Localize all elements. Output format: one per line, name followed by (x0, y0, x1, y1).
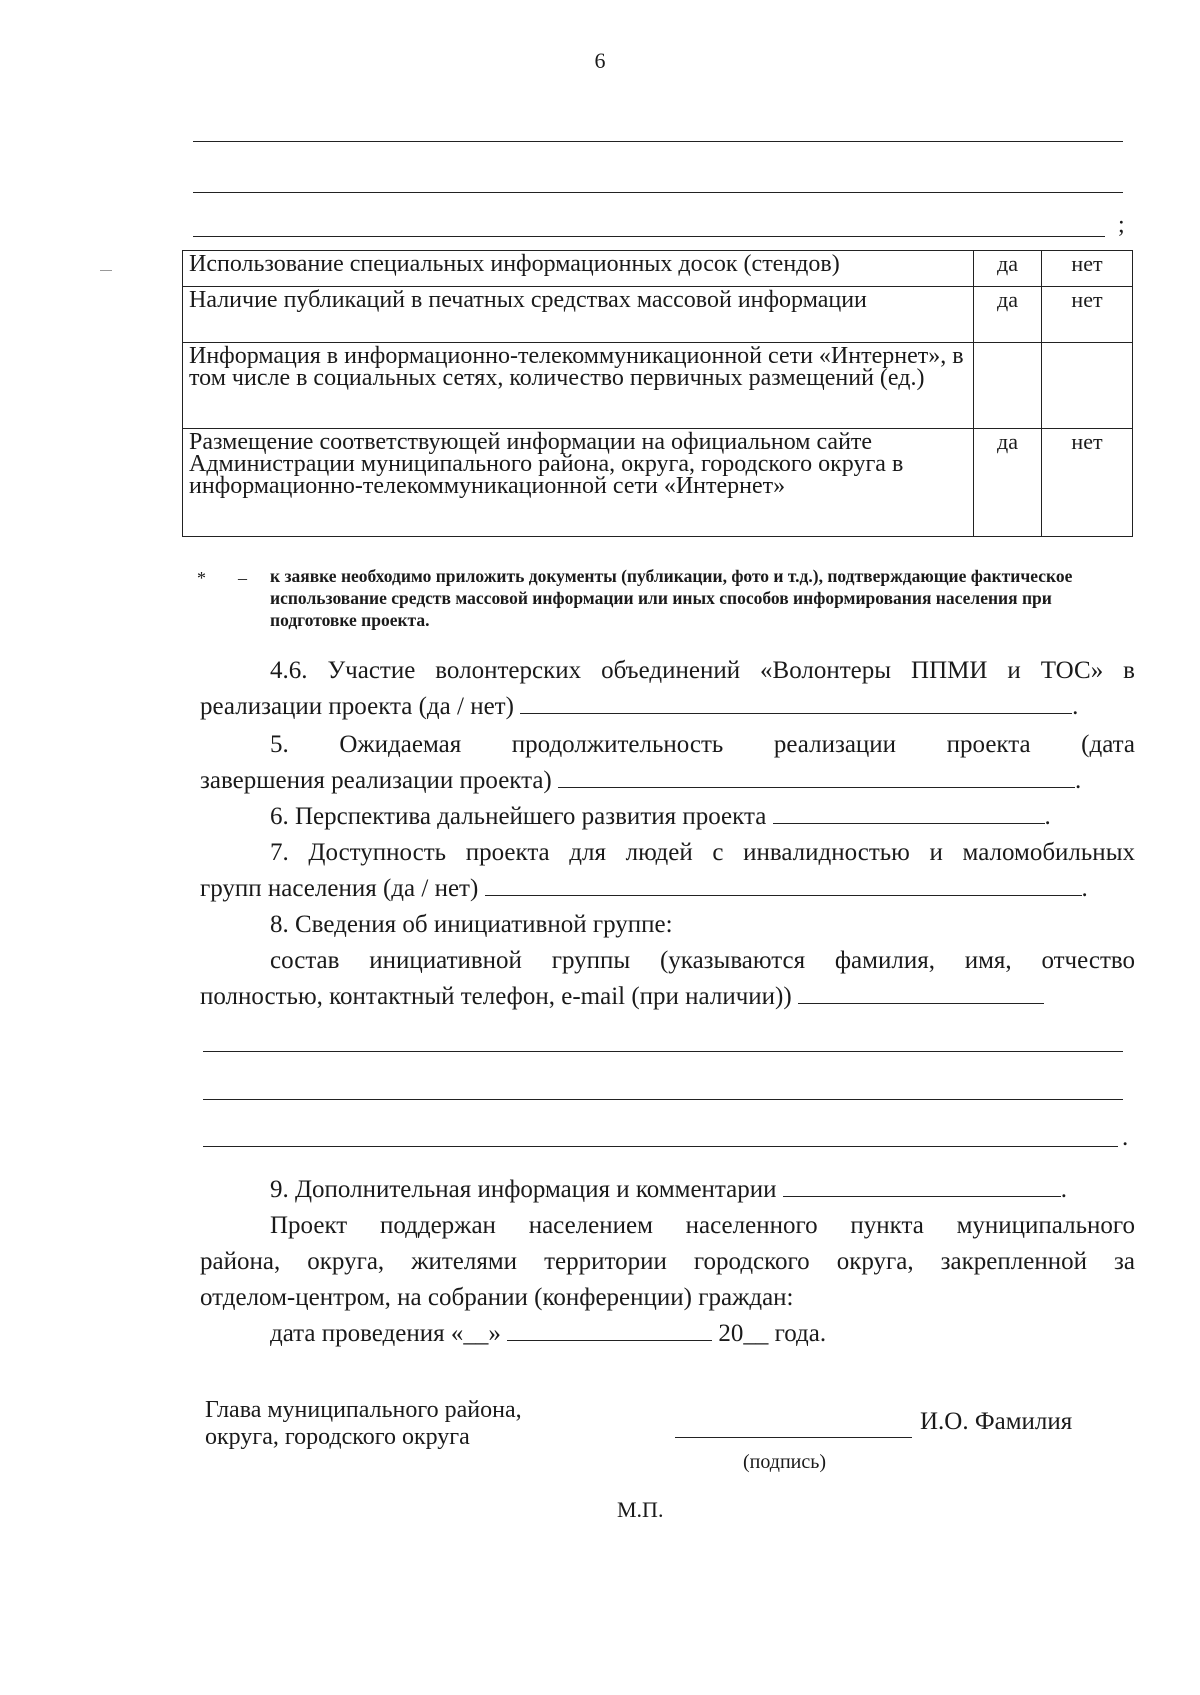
section-7-line-1: 7. Доступность проекта для людей с инвалидностью и маломобильных (270, 839, 1135, 866)
section-8-line-2: полностью, контактный телефон, e-mail (при наличии)) (200, 979, 1135, 1015)
table-cell-label: Размещение соответствующей информации на официальном сайте Администрации муниципального района, округа, городского округа в информационно-телекоммуникационной сети «Интернет» (183, 429, 974, 537)
table-cell-label: Информация в информационно-телекоммуникационной сети «Интернет», в том числе в социальных сетях, количество первичных размещений (ед.) (183, 343, 974, 429)
completion-date-field[interactable] (558, 765, 1075, 788)
table-cell-yes: да (974, 429, 1042, 537)
section-8-line-1: состав инициативной группы (указываются фамилия, имя, отчество (270, 947, 1135, 974)
additional-info-field[interactable] (783, 1174, 1061, 1197)
stamp-place: М.П. (617, 1497, 664, 1522)
table-row (183, 429, 1133, 537)
table-cell-label: Наличие публикаций в печатных средствах массовой информации (183, 287, 974, 343)
info-table (182, 250, 1133, 537)
section-5-line-1: 5. Ожидаемая продолжительность реализации проекта (дата (270, 731, 1135, 758)
footnote-dash: – (238, 568, 247, 588)
table-row (183, 251, 1133, 287)
table-cell-no: нет (1042, 429, 1133, 537)
blank-line-3 (193, 236, 1105, 237)
support-line-3: отделом-центром, на собрании (конференции) граждан: (200, 1284, 794, 1311)
section-4-6-line-1: 4.6. Участие волонтерских объединений «Волонтеры ППМИ и ТОС» в (270, 657, 1135, 684)
support-line-2: района, округа, жителями территории городского округа, закрепленной за (200, 1248, 1135, 1275)
table-cell-no: нет (1042, 251, 1133, 287)
blank-line-end: ; (1118, 212, 1125, 238)
group-members-line-2[interactable] (203, 1099, 1123, 1100)
signatory-name: И.О. Фамилия (920, 1408, 1073, 1435)
signature-hint: (подпись) (743, 1451, 827, 1473)
section-5-line-2: завершения реализации проекта) . (200, 767, 1082, 794)
table-cell-no (1042, 343, 1133, 429)
group-members-field[interactable] (798, 981, 1044, 1004)
signature-line[interactable] (675, 1437, 912, 1438)
page-number: 6 (594, 48, 606, 73)
blank-line-1 (193, 141, 1123, 142)
section-7-line-2: групп населения (да / нет) . (200, 875, 1088, 902)
group-members-line-3[interactable] (203, 1146, 1118, 1147)
signatory-position: Глава муниципального района, округа, городского округа (205, 1397, 522, 1450)
table-cell-label: Использование специальных информационных досок (стендов) (183, 251, 974, 287)
table-row (183, 287, 1133, 343)
table-cell-no: нет (1042, 287, 1133, 343)
support-line-1: Проект поддержан населением населенного пункта муниципального (270, 1212, 1135, 1239)
scan-mark (100, 270, 112, 271)
table-row (183, 343, 1133, 429)
development-prospect-field[interactable] (773, 801, 1045, 824)
table-cell-yes: да (974, 287, 1042, 343)
table-cell-yes (974, 343, 1042, 429)
table-cell-yes: да (974, 251, 1042, 287)
meeting-date-field[interactable] (507, 1318, 712, 1341)
group-members-line-1[interactable] (203, 1051, 1123, 1052)
blank-line-2 (193, 192, 1123, 193)
section-6: 6. Перспектива дальнейшего развития проекта . (270, 803, 1051, 830)
group-members-end: . (1122, 1124, 1129, 1151)
section-9: 9. Дополнительная информация и комментарии . (270, 1176, 1068, 1203)
meeting-date-line: дата проведения «__» 20__ года. (270, 1320, 827, 1347)
section-4-6-line-2: реализации проекта (да / нет) . (200, 693, 1079, 720)
footnote-text: к заявке необходимо приложить документы (публикации, фото и т.д.), подтверждающие фактическое использование средств массовой информации или иных способов информирования населения при подготовке проекта. (270, 566, 1073, 630)
accessibility-answer-field[interactable] (485, 873, 1082, 896)
section-8-title: 8. Сведения об инициативной группе: (270, 911, 673, 938)
footnote-marker: * (197, 568, 206, 588)
participation-answer-field[interactable] (520, 691, 1072, 714)
